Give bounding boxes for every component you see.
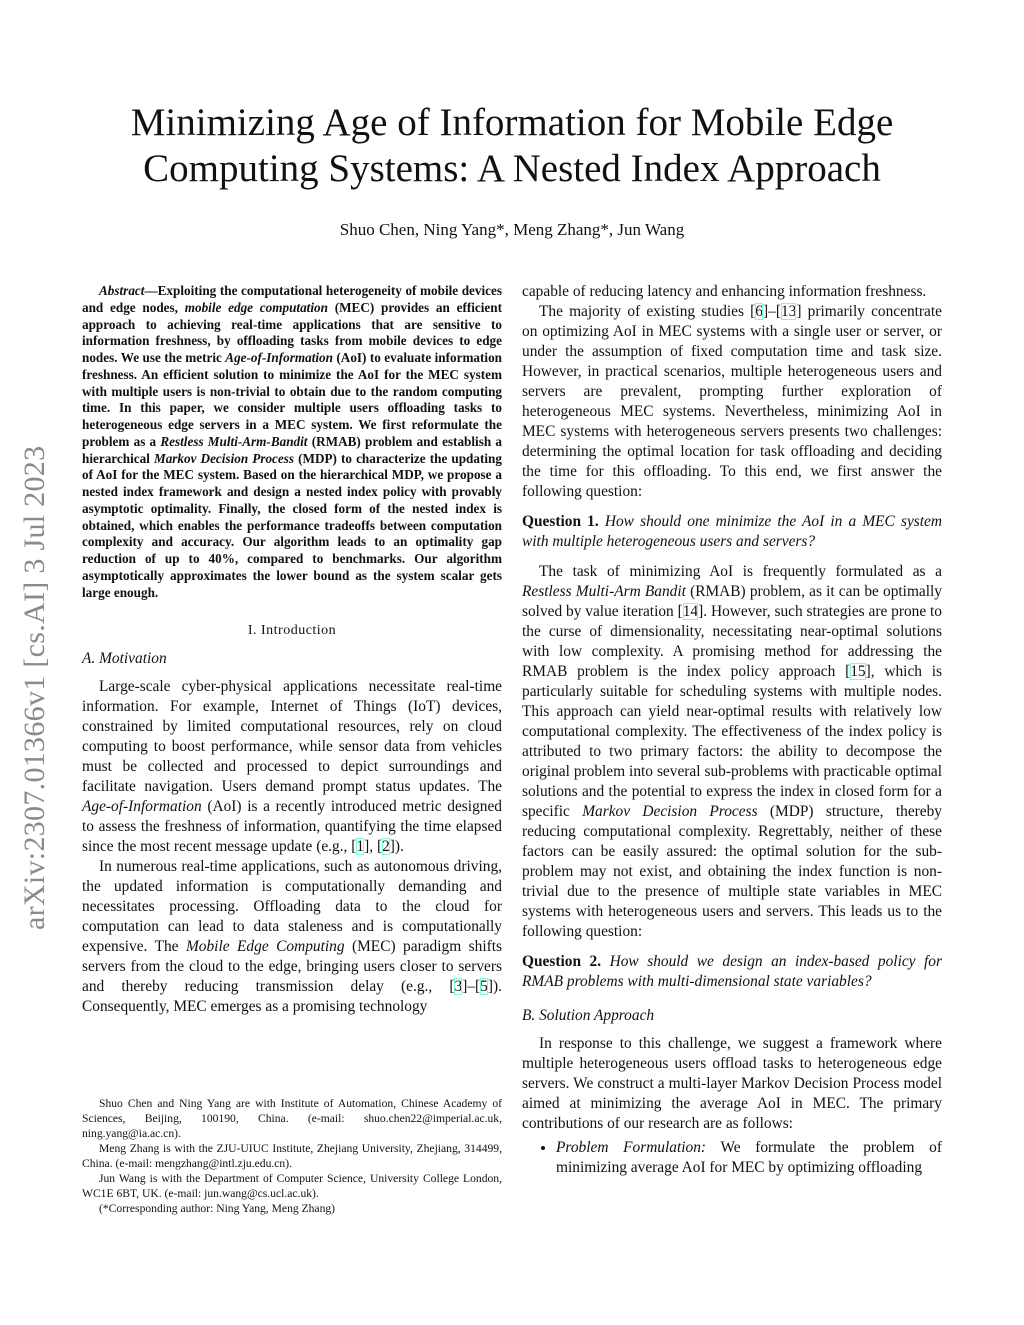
- right-column: [522, 282, 942, 1178]
- subsection-motivation: A. Motivation: [82, 650, 167, 668]
- footnotes: [82, 1096, 502, 1216]
- footnote: Shuo Chen and Ning Yang are with Institute of Automation, Chinese Academy of Sciences, Beijing, 100190, China. (e-mail: shuo.chen22@imperial.ac.uk, ning.yang@ia.ac.cn).: [82, 1097, 502, 1140]
- authors: Shuo Chen, Ning Yang*, Meng Zhang*, Jun Wang: [339, 220, 685, 239]
- paragraph: In response to this challenge, we suggest a framework where multiple heterogeneous users offload tasks to heterogeneous edge servers. We construct a multi-layer Markov Decision Process model aimed at minimizing the average AoI in MEC. The primary contributions of our research are as follows:: [522, 1035, 942, 1132]
- question-1: [522, 512, 942, 552]
- citation-link[interactable]: [1]: [351, 838, 370, 856]
- paragraph: capable of reducing latency and enhancing information freshness.: [522, 283, 927, 300]
- emphasis: Age-of-Information: [225, 350, 333, 365]
- question-label: Question 2.: [522, 953, 602, 970]
- emphasis: Restless Multi-Arm Bandit: [522, 583, 686, 600]
- question-text: How should we design an index-based policy for RMAB problems with multi-dimensional state variables?: [522, 953, 942, 990]
- question-2: [522, 952, 942, 992]
- contributions-list: [522, 1138, 942, 1178]
- emphasis: Restless Multi-Arm-Bandit: [160, 433, 308, 449]
- emphasis: Abstract: [99, 283, 145, 298]
- citation-link[interactable]: [13]: [775, 303, 802, 320]
- paragraph: Large-scale cyber-physical applications necessitate real-time information. For example, Internet of Things (IoT) devices, constrained by limited computational resources, rely on cloud computing to boost performance, while sensor data from vehicles must be collected and processed to depict surroundings and facilitate navigation. Users demand prompt status updates. The Age-of-Information (AoI) is a recently introduced metric designed to assess the freshness of information, quantifying the time elapsed since the most recent message update (e.g., [1], [2]).: [82, 678, 502, 856]
- subsection-solution-approach: B. Solution Approach: [522, 1007, 655, 1024]
- emphasis: mobile edge computation: [184, 299, 328, 315]
- title-line-2: Computing Systems: A Nested Index Approach: [143, 147, 881, 190]
- emphasis: Age-of-Information: [82, 798, 202, 816]
- list-item: • Problem Formulation: We formulate the problem of minimizing average AoI for MEC by optimizing offloading: [556, 1138, 942, 1178]
- citation-link[interactable]: [14]: [677, 603, 704, 620]
- paragraph: In numerous real-time applications, such as autonomous driving, the updated information is computationally demanding and necessitates processing. Offloading data to the cloud for computation can lead to data staleness and is computationally expensive. The Mobile Edge Computing (MEC) paradigm shifts servers from the cloud to the edge, bringing users closer to servers and thereby reducing transmission delay (e.g., [3]–[5]). Consequently, MEC emerges as a promising technology: [82, 858, 502, 1016]
- abstract: Abstract—Exploiting the computational heterogeneity of mobile devices and edge nodes, mobile edge computation (MEC) provides an efficient approach to achieving real-time applications that are sensitive to information freshness, by offloading tasks from mobile devices to edge nodes. We use the metric Age-of-Information (AoI) to evaluate information freshness. An efficient solution to minimize the AoI for the MEC system with multiple users is non-trivial to obtain due to the random computing time. In this paper, we consider multiple users offloading tasks to heterogeneous edge servers in a MEC system. We first reformulate the problem as a Restless Multi-Arm-Bandit (RMAB) problem and establish a hierarchical Markov Decision Process (MDP) to characterize the updating of AoI for the MEC system. Based on the hierarchical MDP, we propose a nested index framework and design a nested index policy with provably asymptotic optimality. Finally, the closed form of the nested index is obtained, which enables the performance tradeoffs between computation complexity and accuracy. Our algorithm leads to an optimality gap reduction of up to 40%, compared to benchmarks. Our algorithm asymptotically approximates the lower bound as the system scalar gets large enough.: [82, 283, 503, 600]
- title-line-1: Minimizing Age of Information for Mobile Edge: [130, 101, 894, 144]
- citation-link[interactable]: [2]: [376, 838, 395, 856]
- paragraph: The task of minimizing AoI is frequently formulated as a Restless Multi-Arm Bandit (RMAB) problem, as it can be optimally solved by value iteration [14]. However, such strategies are prone to the curse of dimensionality, necessitating near-optimal solutions with low complexity. A promising method for addressing the RMAB problem is the index policy approach [15], which is particularly suitable for scheduling systems with multiple nodes. This approach can yield near-optimal results with relatively low computational complexity. The effectiveness of the index policy is attributed to two primary factors: the ability to decompose the original problem into several sub-problems with practicable optimal solutions and the potential to express the index in closed form for a specific Markov Decision Process (MDP) structure, thereby reducing computational complexity. Regrettably, neither of these factors can be easily assured: the optimal solution for the sub-problem may not exist, and obtaining the index function is non-trivial due to the presence of multiple state variables in MEC systems with heterogeneous users and servers. This leads us to the following question:: [522, 563, 943, 940]
- emphasis: Markov Decision Process: [582, 803, 758, 820]
- citation-link[interactable]: [15]: [845, 663, 871, 680]
- paragraph: The majority of existing studies [6]–[13] primarily concentrate on optimizing AoI in MEC systems with a single user or server, or under the assumption of fixed computation time and task size. However, in practical scenarios, multiple heterogeneous users and servers are prevalent, prompting further exploration of heterogeneous MEC systems. Nevertheless, minimizing AoI in MEC systems with heterogeneous servers presents two challenges: determining the optimal location for task offloading and deciding the time for this offloading. To this end, we first answer the following question:: [522, 303, 942, 500]
- emphasis: Mobile Edge Computing: [185, 938, 345, 956]
- emphasis: Problem Formulation:: [556, 1139, 707, 1156]
- emphasis: Markov Decision Process: [153, 450, 295, 466]
- section-heading-introduction: I. Introduction: [247, 623, 337, 639]
- question-label: Question 1.: [522, 513, 599, 530]
- footnote: (*Corresponding author: Ning Yang, Meng Zhang): [99, 1202, 336, 1215]
- citation-link[interactable]: [3]: [449, 978, 468, 996]
- footnote: Meng Zhang is with the ZJU-UIUC Institute, Zhejiang University, Zhejiang, 314499, China. (e-mail: mengzhang@intl.zju.edu.cn).: [82, 1142, 502, 1170]
- question-text: How should one minimize the AoI in a MEC system with multiple heterogeneous users and servers?: [522, 513, 942, 550]
- citation-link[interactable]: [6]: [750, 303, 769, 320]
- citation-link[interactable]: [5]: [475, 978, 494, 996]
- paper-title: [0, 100, 1024, 192]
- left-column: [82, 283, 502, 1017]
- footnote: Jun Wang is with the Department of Computer Science, University College London, WC1E 6BT, UK. (e-mail: jun.wang@cs.ucl.ac.uk).: [82, 1172, 502, 1200]
- arxiv-stamp: arXiv:2307.01366v1 [cs.AI] 3 Jul 2023: [18, 445, 51, 930]
